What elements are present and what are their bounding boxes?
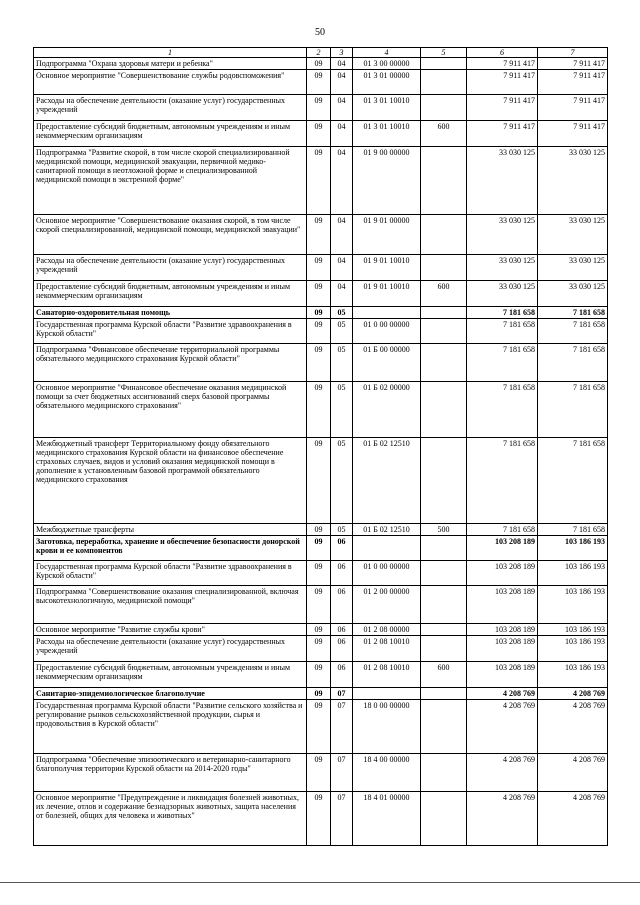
row-subsection-cell: 04 (331, 147, 353, 215)
row-target-article-cell (353, 536, 421, 561)
row-amount-2019-cell: 4 208 769 (467, 754, 538, 792)
table-row (34, 624, 608, 636)
row-amount-2020-cell: 33 030 125 (538, 255, 608, 281)
row-target-article-cell: 01 Б 02 12510 (353, 438, 421, 524)
row-name-cell: Государственная программа Курской области "Развитие сельского хозяйства и регулирование рынков сельскохозяйственной продукции, сырья и продовольствия в Курской области" (34, 700, 307, 754)
table-row (34, 344, 608, 382)
row-section-cell: 09 (307, 255, 331, 281)
row-subsection-cell: 07 (331, 792, 353, 846)
row-amount-2020-cell: 33 030 125 (538, 215, 608, 255)
table-row (34, 95, 608, 121)
table-row (34, 70, 608, 95)
row-name-cell: Основное мероприятие "Предупреждение и ликвидация болезней животных, их лечение, отлов и содержание безнадзорных животных, защита населения от болезней, общих для человека и животных" (34, 792, 307, 846)
table-row (34, 688, 608, 700)
row-subsection-cell: 05 (331, 307, 353, 319)
row-amount-2020-cell: 7 911 417 (538, 121, 608, 147)
row-subsection-cell: 06 (331, 536, 353, 561)
row-amount-2019-cell: 7 181 658 (467, 319, 538, 344)
row-name-cell: Предоставление субсидий бюджетным, автономным учреждениям и иным некоммерческим организациям (34, 121, 307, 147)
row-expense-type-cell (421, 255, 467, 281)
row-target-article-cell (353, 307, 421, 319)
row-amount-2019-cell: 7 181 658 (467, 524, 538, 536)
row-expense-type-cell (421, 307, 467, 319)
row-amount-2019-cell: 103 208 189 (467, 586, 538, 624)
row-amount-2019-cell: 103 208 189 (467, 624, 538, 636)
row-expense-type-cell (421, 58, 467, 70)
row-section-cell: 09 (307, 147, 331, 215)
table-row (34, 255, 608, 281)
row-amount-2020-cell: 7 181 658 (538, 319, 608, 344)
row-amount-2020-cell: 33 030 125 (538, 281, 608, 307)
row-section-cell: 09 (307, 382, 331, 438)
row-expense-type-cell (421, 586, 467, 624)
table-row (34, 147, 608, 215)
row-expense-type-cell (421, 792, 467, 846)
row-amount-2019-cell: 7 911 417 (467, 70, 538, 95)
row-subsection-cell: 05 (331, 438, 353, 524)
table-row (34, 586, 608, 624)
row-expense-type-cell (421, 636, 467, 662)
row-section-cell: 09 (307, 307, 331, 319)
row-section-cell: 09 (307, 215, 331, 255)
row-expense-type-cell (421, 215, 467, 255)
row-amount-2020-cell: 103 186 193 (538, 662, 608, 688)
row-subsection-cell: 04 (331, 255, 353, 281)
row-expense-type-cell (421, 561, 467, 586)
row-name-cell: Основное мероприятие "Совершенствование службы родовспоможения" (34, 70, 307, 95)
row-target-article-cell: 01 0 00 00000 (353, 319, 421, 344)
row-target-article-cell: 01 3 01 10010 (353, 121, 421, 147)
row-amount-2020-cell: 7 911 417 (538, 58, 608, 70)
row-name-cell: Межбюджетные трансферты (34, 524, 307, 536)
header-cell-5: 5 (421, 48, 467, 58)
table-row (34, 754, 608, 792)
header-row (34, 48, 608, 58)
header-cell-2: 2 (307, 48, 331, 58)
header-cell-3: 3 (331, 48, 353, 58)
row-name-cell: Расходы на обеспечение деятельности (оказание услуг) государственных учреждений (34, 255, 307, 281)
row-name-cell: Государственная программа Курской области "Развитие здравоохранения в Курской области" (34, 561, 307, 586)
row-amount-2020-cell: 103 186 193 (538, 624, 608, 636)
row-subsection-cell: 04 (331, 95, 353, 121)
row-amount-2020-cell: 7 181 658 (538, 344, 608, 382)
table-row (34, 121, 608, 147)
header-cell-4: 4 (353, 48, 421, 58)
row-target-article-cell: 01 Б 00 00000 (353, 344, 421, 382)
table-row (34, 536, 608, 561)
row-target-article-cell: 18 4 00 00000 (353, 754, 421, 792)
row-section-cell: 09 (307, 524, 331, 536)
table-row (34, 524, 608, 536)
row-name-cell: Подпрограмма "Совершенствование оказания специализированной, включая высокотехнологичную, медицинской помощи" (34, 586, 307, 624)
row-subsection-cell: 06 (331, 561, 353, 586)
row-target-article-cell: 01 2 08 00000 (353, 624, 421, 636)
row-amount-2020-cell: 4 208 769 (538, 754, 608, 792)
table-row (34, 307, 608, 319)
table-row (34, 319, 608, 344)
row-target-article-cell: 01 9 01 00000 (353, 215, 421, 255)
row-expense-type-cell (421, 624, 467, 636)
row-name-cell: Предоставление субсидий бюджетным, автономным учреждениям и иным некоммерческим организациям (34, 662, 307, 688)
row-target-article-cell: 01 3 00 00000 (353, 58, 421, 70)
row-subsection-cell: 05 (331, 382, 353, 438)
row-amount-2019-cell: 7 181 658 (467, 307, 538, 319)
table-row (34, 382, 608, 438)
row-section-cell: 09 (307, 95, 331, 121)
row-amount-2019-cell: 33 030 125 (467, 215, 538, 255)
row-amount-2019-cell: 7 181 658 (467, 382, 538, 438)
row-target-article-cell: 01 2 08 10010 (353, 662, 421, 688)
row-amount-2019-cell: 7 181 658 (467, 438, 538, 524)
table-row (34, 662, 608, 688)
row-name-cell: Подпрограмма "Финансовое обеспечение территориальной программы обязательного медицинского страхования Курской области" (34, 344, 307, 382)
row-section-cell: 09 (307, 586, 331, 624)
row-target-article-cell: 18 0 00 00000 (353, 700, 421, 754)
row-expense-type-cell: 600 (421, 281, 467, 307)
row-name-cell: Подпрограмма "Развитие скорой, в том числе скорой специализированной медицинской помощи, медицинской эвакуации, первичной медико-санитарной помощи в неотложной форме и специализированной медицинской помощи в экстренной форме" (34, 147, 307, 215)
row-amount-2020-cell: 103 186 193 (538, 636, 608, 662)
row-amount-2019-cell: 103 208 189 (467, 662, 538, 688)
row-expense-type-cell: 500 (421, 524, 467, 536)
row-expense-type-cell (421, 438, 467, 524)
row-name-cell: Санитарно-эпидемиологическое благополучие (34, 688, 307, 700)
row-section-cell: 09 (307, 662, 331, 688)
row-amount-2019-cell: 33 030 125 (467, 281, 538, 307)
row-expense-type-cell: 600 (421, 121, 467, 147)
row-name-cell: Государственная программа Курской области "Развитие здравоохранения в Курской области" (34, 319, 307, 344)
table-row (34, 281, 608, 307)
row-section-cell: 09 (307, 561, 331, 586)
row-amount-2020-cell: 103 186 193 (538, 586, 608, 624)
row-section-cell: 09 (307, 754, 331, 792)
row-section-cell: 09 (307, 438, 331, 524)
row-amount-2020-cell: 7 911 417 (538, 70, 608, 95)
row-subsection-cell: 06 (331, 662, 353, 688)
row-subsection-cell: 05 (331, 524, 353, 536)
page-number: 50 (315, 27, 325, 38)
row-subsection-cell: 06 (331, 586, 353, 624)
header-cell-7: 7 (538, 48, 608, 58)
row-name-cell: Подпрограмма "Обеспечение эпизоотического и ветеринарно-санитарного благополучия территории Курской области на 2014-2020 годы" (34, 754, 307, 792)
row-subsection-cell: 07 (331, 754, 353, 792)
row-section-cell: 09 (307, 58, 331, 70)
row-section-cell: 09 (307, 636, 331, 662)
table-row (34, 792, 608, 846)
row-section-cell: 09 (307, 281, 331, 307)
row-target-article-cell: 01 9 01 10010 (353, 281, 421, 307)
row-amount-2020-cell: 4 208 769 (538, 792, 608, 846)
row-expense-type-cell (421, 319, 467, 344)
row-section-cell: 09 (307, 70, 331, 95)
header-cell-1: 1 (34, 48, 307, 58)
row-expense-type-cell (421, 70, 467, 95)
row-target-article-cell: 01 3 01 10010 (353, 95, 421, 121)
table-body (34, 58, 608, 846)
page-bottom-rule (0, 882, 640, 883)
row-amount-2019-cell: 7 181 658 (467, 344, 538, 382)
row-subsection-cell: 07 (331, 700, 353, 754)
row-amount-2019-cell: 33 030 125 (467, 255, 538, 281)
row-section-cell: 09 (307, 536, 331, 561)
row-amount-2020-cell: 7 181 658 (538, 382, 608, 438)
row-target-article-cell: 01 2 08 10010 (353, 636, 421, 662)
row-section-cell: 09 (307, 792, 331, 846)
row-name-cell: Расходы на обеспечение деятельности (оказание услуг) государственных учреждений (34, 95, 307, 121)
table-row (34, 215, 608, 255)
row-name-cell: Основное мероприятие "Совершенствование оказания скорой, в том числе скорой специализированной, медицинской помощи, медицинской эвакуации" (34, 215, 307, 255)
row-section-cell: 09 (307, 121, 331, 147)
header-cell-6: 6 (467, 48, 538, 58)
row-target-article-cell: 01 Б 02 12510 (353, 524, 421, 536)
row-amount-2019-cell: 4 208 769 (467, 700, 538, 754)
table-row (34, 438, 608, 524)
row-subsection-cell: 04 (331, 281, 353, 307)
table-row (34, 636, 608, 662)
row-target-article-cell: 01 2 00 00000 (353, 586, 421, 624)
table-row (34, 561, 608, 586)
row-target-article-cell: 01 3 01 00000 (353, 70, 421, 95)
row-amount-2019-cell: 4 208 769 (467, 792, 538, 846)
row-expense-type-cell (421, 344, 467, 382)
row-subsection-cell: 06 (331, 636, 353, 662)
table-header (34, 48, 608, 58)
row-name-cell: Санаторно-оздоровительная помощь (34, 307, 307, 319)
row-section-cell: 09 (307, 688, 331, 700)
row-amount-2020-cell: 4 208 769 (538, 700, 608, 754)
row-subsection-cell: 04 (331, 70, 353, 95)
row-subsection-cell: 05 (331, 344, 353, 382)
row-target-article-cell (353, 688, 421, 700)
row-amount-2020-cell: 103 186 193 (538, 536, 608, 561)
row-amount-2020-cell: 7 181 658 (538, 307, 608, 319)
row-target-article-cell: 01 Б 02 00000 (353, 382, 421, 438)
row-subsection-cell: 07 (331, 688, 353, 700)
row-subsection-cell: 06 (331, 624, 353, 636)
row-amount-2019-cell: 4 208 769 (467, 688, 538, 700)
row-target-article-cell: 01 9 00 00000 (353, 147, 421, 215)
row-target-article-cell: 18 4 01 00000 (353, 792, 421, 846)
row-expense-type-cell (421, 688, 467, 700)
row-name-cell: Основное мероприятие "Финансовое обеспечение оказания медицинской помощи за счет бюджетных ассигнований сверх базовой программы обязательного медицинского страхования" (34, 382, 307, 438)
row-name-cell: Расходы на обеспечение деятельности (оказание услуг) государственных учреждений (34, 636, 307, 662)
row-expense-type-cell (421, 382, 467, 438)
row-expense-type-cell (421, 536, 467, 561)
row-amount-2019-cell: 7 911 417 (467, 58, 538, 70)
row-section-cell: 09 (307, 700, 331, 754)
row-amount-2020-cell: 7 911 417 (538, 95, 608, 121)
row-name-cell: Основное мероприятие "Развитие службы крови" (34, 624, 307, 636)
row-amount-2020-cell: 7 181 658 (538, 524, 608, 536)
row-subsection-cell: 05 (331, 319, 353, 344)
table-row (34, 58, 608, 70)
row-subsection-cell: 04 (331, 58, 353, 70)
row-expense-type-cell (421, 147, 467, 215)
row-amount-2020-cell: 7 181 658 (538, 438, 608, 524)
row-amount-2020-cell: 103 186 193 (538, 561, 608, 586)
row-amount-2019-cell: 7 911 417 (467, 121, 538, 147)
row-expense-type-cell (421, 754, 467, 792)
row-amount-2019-cell: 103 208 189 (467, 636, 538, 662)
row-amount-2020-cell: 4 208 769 (538, 688, 608, 700)
row-expense-type-cell (421, 95, 467, 121)
row-section-cell: 09 (307, 624, 331, 636)
table-row (34, 700, 608, 754)
row-subsection-cell: 04 (331, 121, 353, 147)
row-target-article-cell: 01 0 00 00000 (353, 561, 421, 586)
row-amount-2019-cell: 103 208 189 (467, 536, 538, 561)
row-target-article-cell: 01 9 01 10010 (353, 255, 421, 281)
row-amount-2019-cell: 33 030 125 (467, 147, 538, 215)
row-name-cell: Предоставление субсидий бюджетным, автономным учреждениям и иным некоммерческим организациям (34, 281, 307, 307)
row-expense-type-cell (421, 700, 467, 754)
row-expense-type-cell: 600 (421, 662, 467, 688)
row-section-cell: 09 (307, 319, 331, 344)
row-amount-2019-cell: 103 208 189 (467, 561, 538, 586)
row-name-cell: Подпрограмма "Охрана здоровья матери и ребенка" (34, 58, 307, 70)
row-name-cell: Заготовка, переработка, хранение и обеспечение безопасности донорской крови и ее компонентов (34, 536, 307, 561)
row-amount-2020-cell: 33 030 125 (538, 147, 608, 215)
row-subsection-cell: 04 (331, 215, 353, 255)
row-amount-2019-cell: 7 911 417 (467, 95, 538, 121)
row-section-cell: 09 (307, 344, 331, 382)
row-name-cell: Межбюджетный трансферт Территориальному фонду обязательного медицинского страхования Курской области на финансовое обеспечение страховых случаев, видов и условий оказания медицинской помощи в дополнение к установленным базовой программой обязательного медицинского страхования (34, 438, 307, 524)
budget-table (33, 47, 608, 846)
